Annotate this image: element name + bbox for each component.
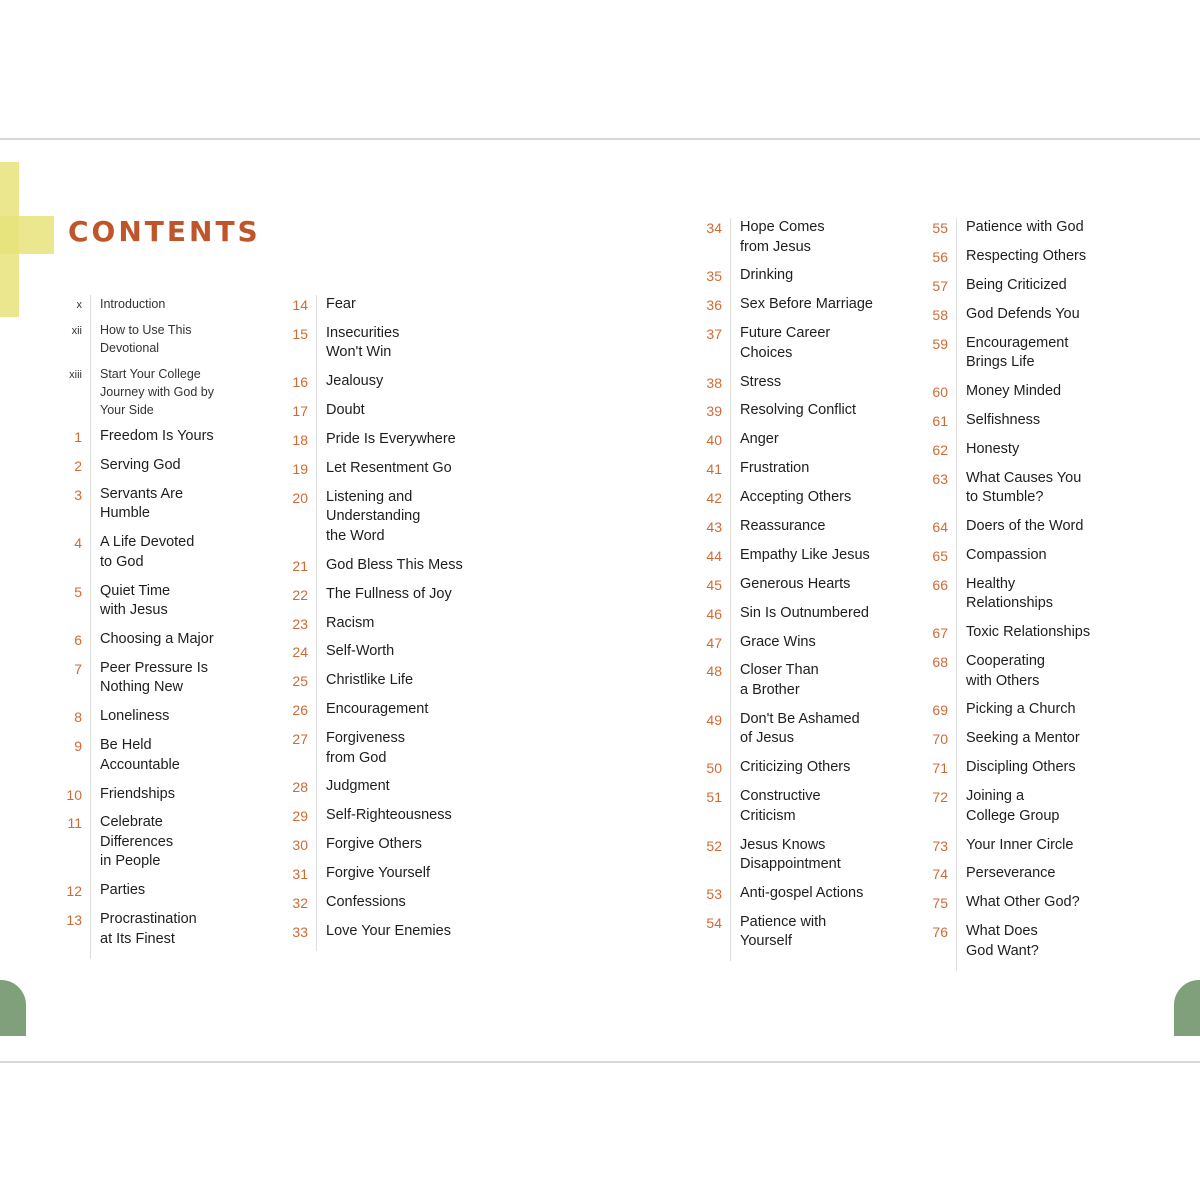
toc-entry: [56, 707, 264, 736]
page-number: 49: [706, 711, 722, 728]
entry-title: Fear: [316, 295, 492, 324]
entry-title: Parties: [90, 881, 264, 910]
entry-title: Reassurance: [730, 517, 910, 546]
toc-entry: [922, 575, 1126, 623]
page-number: 26: [292, 702, 308, 719]
page-number: 18: [292, 432, 308, 449]
toc-column-2: [282, 295, 492, 951]
page-number: 13: [66, 912, 82, 929]
entry-title: Discipling Others: [956, 758, 1126, 787]
toc-entry: [282, 700, 492, 729]
toc-entry: [922, 334, 1126, 382]
page-number: 65: [932, 547, 948, 564]
toc-entry: [282, 922, 492, 951]
toc-entry: [282, 642, 492, 671]
entry-title: Patience with God: [956, 218, 1126, 247]
toc-entry: [922, 864, 1126, 893]
entry-title: Forgive Others: [316, 835, 492, 864]
entry-title: Don't Be Ashamed of Jesus: [730, 710, 910, 758]
toc-column-1: [56, 295, 264, 959]
toc-entry: [282, 614, 492, 643]
page-number: 4: [74, 535, 82, 552]
page-number: 40: [706, 432, 722, 449]
page-number: 6: [74, 631, 82, 648]
entry-title: What Other God?: [956, 893, 1126, 922]
page-number: 67: [932, 625, 948, 642]
entry-title: Grace Wins: [730, 633, 910, 662]
toc-entry: [696, 295, 910, 324]
toc-entry: [282, 585, 492, 614]
toc-entry: [282, 671, 492, 700]
entry-title: Doers of the Word: [956, 517, 1126, 546]
page-number: xiii: [69, 369, 82, 381]
toc-column-3: [696, 218, 910, 961]
toc-entry: [922, 440, 1126, 469]
entry-title: Start Your College Journey with God by Your Side: [90, 365, 264, 427]
toc-entry: [696, 661, 910, 709]
toc-entry: [282, 556, 492, 585]
toc-entry: [922, 517, 1126, 546]
entry-title: Money Minded: [956, 382, 1126, 411]
page-number: 62: [932, 441, 948, 458]
toc-entry: [922, 382, 1126, 411]
toc-entry: [56, 456, 264, 485]
entry-title: Celebrate Differences in People: [90, 813, 264, 881]
toc-entry: [696, 488, 910, 517]
entry-title: Sex Before Marriage: [730, 295, 910, 324]
page-number: 43: [706, 519, 722, 536]
page-number: 47: [706, 634, 722, 651]
page-number: 72: [932, 789, 948, 806]
toc-entry: [922, 623, 1126, 652]
toc-entry: [922, 836, 1126, 865]
page-number: 17: [292, 403, 308, 420]
toc-entry: [696, 517, 910, 546]
entry-title: Peer Pressure Is Nothing New: [90, 659, 264, 707]
toc-entry: [922, 247, 1126, 276]
entry-title: Forgive Yourself: [316, 864, 492, 893]
entry-title: Stress: [730, 373, 910, 402]
entry-title: Introduction: [90, 295, 264, 321]
entry-title: Sin Is Outnumbered: [730, 604, 910, 633]
page-number: 76: [932, 924, 948, 941]
entry-title: Selfishness: [956, 411, 1126, 440]
page-number: 74: [932, 866, 948, 883]
toc-entry: [696, 218, 910, 266]
page-number: 53: [706, 885, 722, 902]
entry-title: What Does God Want?: [956, 922, 1126, 970]
entry-title: Drinking: [730, 266, 910, 295]
toc-entry: [922, 218, 1126, 247]
page-number: 70: [932, 731, 948, 748]
page-number: 3: [74, 486, 82, 503]
entry-title: Criticizing Others: [730, 758, 910, 787]
toc-entry: [922, 893, 1126, 922]
entry-title: Christlike Life: [316, 671, 492, 700]
entry-title: Pride Is Everywhere: [316, 430, 492, 459]
page-number: 55: [932, 220, 948, 236]
toc-entry: [282, 893, 492, 922]
entry-title: Honesty: [956, 440, 1126, 469]
page-number: 60: [932, 383, 948, 400]
decorative-yellow-block: [0, 216, 54, 254]
entry-title: Healthy Relationships: [956, 575, 1126, 623]
page-number: 22: [292, 586, 308, 603]
toc-entry: [696, 430, 910, 459]
entry-title: Be Held Accountable: [90, 736, 264, 784]
page-number: 50: [706, 760, 722, 777]
page-number: 63: [932, 470, 948, 487]
page-number: 45: [706, 576, 722, 593]
entry-title: Self-Worth: [316, 642, 492, 671]
entry-title: Jealousy: [316, 372, 492, 401]
entry-title: Your Inner Circle: [956, 836, 1126, 865]
toc-entry: [56, 736, 264, 784]
entry-title: God Bless This Mess: [316, 556, 492, 585]
toc-entry: [56, 485, 264, 533]
entry-title: Judgment: [316, 777, 492, 806]
page-number: 69: [932, 702, 948, 719]
entry-title: Servants Are Humble: [90, 485, 264, 533]
page-number: 68: [932, 654, 948, 671]
entry-title: Quiet Time with Jesus: [90, 582, 264, 630]
entry-title: Anti-gospel Actions: [730, 884, 910, 913]
toc-entry: [696, 604, 910, 633]
toc-entry: [922, 729, 1126, 758]
contents-heading: CONTENTS: [68, 215, 261, 248]
toc-entry: [696, 401, 910, 430]
page-number: 66: [932, 576, 948, 593]
toc-entry: [56, 659, 264, 707]
entry-title: Loneliness: [90, 707, 264, 736]
entry-title: Racism: [316, 614, 492, 643]
toc-entry: [696, 575, 910, 604]
page-number: 41: [706, 461, 722, 478]
page-number: 44: [706, 547, 722, 564]
toc-entry: [922, 652, 1126, 700]
toc-entry: [922, 787, 1126, 835]
entry-title: How to Use This Devotional: [90, 321, 264, 365]
entry-title: Future Career Choices: [730, 324, 910, 372]
page-number: 30: [292, 837, 308, 854]
toc-entry: [282, 324, 492, 372]
page-number: 33: [292, 923, 308, 940]
toc-entry: [696, 324, 910, 372]
toc-entry: [282, 864, 492, 893]
entry-title: Doubt: [316, 401, 492, 430]
entry-title: Confessions: [316, 893, 492, 922]
page-number: 71: [932, 760, 948, 777]
toc-entry: [696, 787, 910, 835]
entry-title: The Fullness of Joy: [316, 585, 492, 614]
toc-entry: [282, 835, 492, 864]
toc-entry: [56, 630, 264, 659]
page-number: 24: [292, 644, 308, 661]
page-number: 20: [292, 489, 308, 506]
entry-title: Anger: [730, 430, 910, 459]
entry-title: Choosing a Major: [90, 630, 264, 659]
entry-title: Love Your Enemies: [316, 922, 492, 951]
toc-entry: [696, 459, 910, 488]
toc-entry: [922, 469, 1126, 517]
entry-title: Freedom Is Yours: [90, 427, 264, 456]
page-number: 52: [706, 837, 722, 854]
page-number: 73: [932, 837, 948, 854]
entry-title: Jesus Knows Disappointment: [730, 836, 910, 884]
toc-entry: [282, 806, 492, 835]
entry-title: Encouragement: [316, 700, 492, 729]
toc-entry: [282, 729, 492, 777]
page-number: 25: [292, 673, 308, 690]
toc-entry: [696, 633, 910, 662]
page-number: 11: [67, 815, 82, 832]
toc-entry: [56, 785, 264, 814]
toc-entry: [56, 427, 264, 456]
entry-title: Let Resentment Go: [316, 459, 492, 488]
page-number: 46: [706, 605, 722, 622]
toc-entry: [696, 884, 910, 913]
entry-title: Closer Than a Brother: [730, 661, 910, 709]
page-number: 21: [292, 557, 308, 574]
page-number: 5: [74, 583, 82, 600]
page-number: 9: [74, 738, 82, 755]
entry-title: Friendships: [90, 785, 264, 814]
entry-title: Constructive Criticism: [730, 787, 910, 835]
toc-entry: [696, 373, 910, 402]
page-number: 29: [292, 808, 308, 825]
page-number: 38: [706, 374, 722, 391]
entry-title: Cooperating with Others: [956, 652, 1126, 700]
page-number: xii: [71, 325, 82, 337]
entry-title: Patience with Yourself: [730, 913, 910, 961]
book-spread: [0, 138, 1200, 1063]
toc-entry: [282, 488, 492, 556]
toc-entry: [56, 910, 264, 958]
page-number: x: [76, 299, 82, 311]
toc-entry: [696, 913, 910, 961]
page-number: 59: [932, 335, 948, 352]
toc-entry: [922, 546, 1126, 575]
entry-title: Joining a College Group: [956, 787, 1126, 835]
entry-title: God Defends You: [956, 305, 1126, 334]
page-number: 57: [932, 277, 948, 294]
page-number: 28: [292, 779, 308, 796]
entry-title: Forgiveness from God: [316, 729, 492, 777]
entry-title: Listening and Understanding the Word: [316, 488, 492, 556]
page-number: 35: [706, 268, 722, 285]
toc-entry: [922, 276, 1126, 305]
page-number: 42: [706, 490, 722, 507]
entry-title: Insecurities Won't Win: [316, 324, 492, 372]
page-number: 15: [292, 325, 308, 342]
toc-entry: [696, 546, 910, 575]
page-number: 54: [706, 914, 722, 931]
entry-title: Encouragement Brings Life: [956, 334, 1126, 382]
page-number: 64: [932, 519, 948, 536]
page-number: 36: [706, 297, 722, 314]
entry-title: Toxic Relationships: [956, 623, 1126, 652]
toc-entry: [56, 813, 264, 881]
toc-entry: [282, 459, 492, 488]
toc-entry: [922, 700, 1126, 729]
entry-title: A Life Devoted to God: [90, 533, 264, 581]
page-number: 12: [66, 883, 82, 900]
entry-title: Procrastination at Its Finest: [90, 910, 264, 958]
page-number: 10: [66, 786, 82, 803]
entry-title: Being Criticized: [956, 276, 1126, 305]
toc-entry: [922, 758, 1126, 787]
toc-entry: [282, 295, 492, 324]
entry-title: Frustration: [730, 459, 910, 488]
toc-entry: [922, 305, 1126, 334]
page-number: 61: [932, 412, 948, 429]
page-number: 34: [706, 220, 722, 236]
toc-entry: [696, 710, 910, 758]
entry-title: Respecting Others: [956, 247, 1126, 276]
toc-entry: [922, 922, 1126, 970]
decorative-green-tab-left: [0, 980, 26, 1036]
entry-title: Serving God: [90, 456, 264, 485]
page-number: 37: [706, 326, 722, 343]
page-number: 56: [932, 248, 948, 265]
entry-title: What Causes You to Stumble?: [956, 469, 1126, 517]
page-number: 19: [292, 460, 308, 477]
entry-title: Seeking a Mentor: [956, 729, 1126, 758]
page-number: 39: [706, 403, 722, 420]
decorative-green-tab-right: [1174, 980, 1200, 1036]
toc-entry: [56, 881, 264, 910]
entry-title: Perseverance: [956, 864, 1126, 893]
toc-entry: [56, 365, 264, 427]
entry-title: Picking a Church: [956, 700, 1126, 729]
page-number: 32: [292, 895, 308, 912]
entry-title: Hope Comes from Jesus: [730, 218, 910, 266]
page-number: 23: [292, 615, 308, 632]
toc-entry: [282, 401, 492, 430]
page-number: 1: [74, 429, 82, 445]
page-number: 75: [932, 895, 948, 912]
page-number: 58: [932, 306, 948, 323]
toc-column-4: [922, 218, 1126, 971]
page-number: 27: [292, 731, 308, 748]
toc-entry: [282, 777, 492, 806]
page-number: 14: [292, 297, 308, 313]
entry-title: Accepting Others: [730, 488, 910, 517]
toc-entry: [56, 533, 264, 581]
toc-entry: [56, 295, 264, 321]
entry-title: Self-Righteousness: [316, 806, 492, 835]
toc-entry: [56, 321, 264, 365]
entry-title: Resolving Conflict: [730, 401, 910, 430]
toc-entry: [56, 582, 264, 630]
toc-entry: [696, 266, 910, 295]
page-number: 8: [74, 709, 82, 726]
toc-entry: [282, 372, 492, 401]
page-number: 7: [74, 660, 82, 677]
entry-title: Empathy Like Jesus: [730, 546, 910, 575]
toc-entry: [696, 758, 910, 787]
page-number: 31: [292, 866, 308, 883]
toc-entry: [282, 430, 492, 459]
page-number: 51: [706, 789, 722, 806]
entry-title: Generous Hearts: [730, 575, 910, 604]
toc-entry: [696, 836, 910, 884]
entry-title: Compassion: [956, 546, 1126, 575]
page-number: 2: [74, 457, 82, 474]
page-number: 16: [292, 374, 308, 391]
page-number: 48: [706, 663, 722, 680]
toc-entry: [922, 411, 1126, 440]
